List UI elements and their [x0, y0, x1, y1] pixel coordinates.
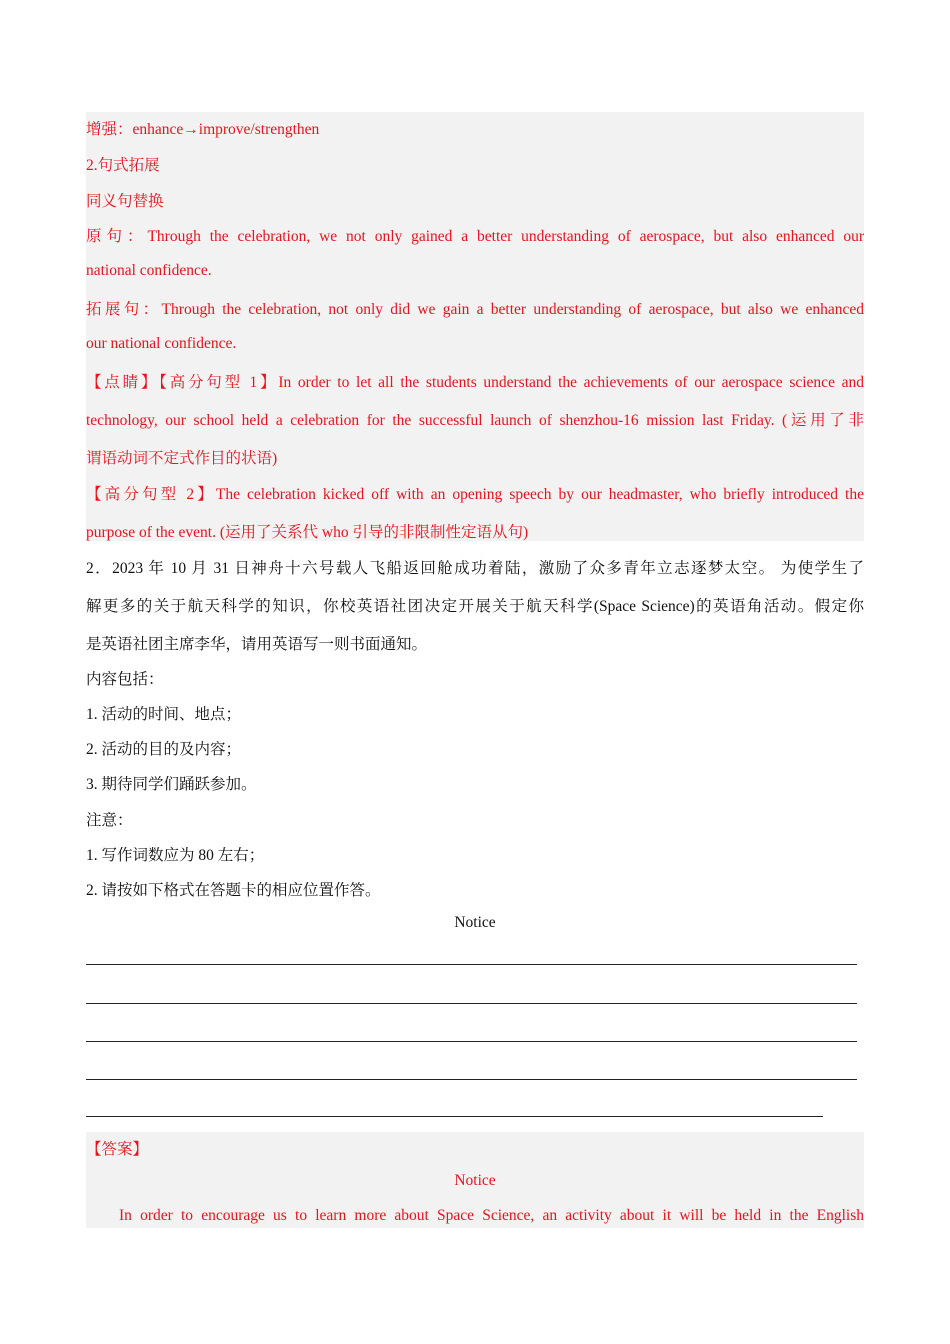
tip-pattern-2-line-2: purpose of the event. (运用了关系代 who 引导的非限制性定语从句) [86, 524, 529, 541]
expanded-sentence-line-2: our national confidence. [86, 335, 237, 352]
answer-notice-title: Notice [454, 1172, 496, 1189]
note-item: 1. 写作词数应为 80 左右； [86, 847, 265, 864]
answer-body-line-1: In order to encourage us to learn more about Space Science, an activity about it will be held in the English [119, 1207, 864, 1224]
answer-line [86, 1041, 857, 1042]
answer-line [86, 1079, 857, 1080]
note-label: 注意： [86, 812, 133, 829]
tip-pattern-1-line-2: technology, our school held a celebration for the successful launch of shenzhou-16 mission last Friday. (运用了非 [86, 412, 864, 429]
enhance-synonyms: 增强：enhance→improve/strengthen [86, 121, 320, 138]
tip-pattern-1-line-3: 谓语动词不定式作目的状语) [86, 450, 278, 467]
expanded-sentence-line-1: 拓展句：Through the celebration, not only did we gain a better understanding of aerospace, but also we enhanced [86, 301, 864, 318]
content-label: 内容包括： [86, 671, 164, 688]
note-item: 2. 请按如下格式在答题卡的相应位置作答。 [86, 882, 381, 899]
answer-line [86, 964, 857, 965]
content-item: 2. 活动的目的及内容； [86, 741, 242, 758]
original-sentence-line-2: national confidence. [86, 262, 212, 279]
answer-label: 【答案】 [86, 1141, 149, 1158]
answer-line [86, 1003, 857, 1004]
tip-pattern-1-line-1: 【点睛】【高分句型 1】In order to let all the students understand the achievements of our aerospace science and [86, 374, 864, 391]
question-line-2: 解更多的关于航天科学的知识，你校英语社团决定开展关于航天科学(Space Science)的英语角活动。假定你 [86, 598, 864, 615]
content-item: 1. 活动的时间、地点； [86, 706, 242, 723]
question-line-3: 是英语社团主席李华，请用英语写一则书面通知。 [86, 636, 428, 653]
answer-line [86, 1116, 823, 1117]
notice-title: Notice [454, 914, 496, 931]
tip-pattern-2-line-1: 【高分句型 2】The celebration kicked off with an opening speech by our headmaster, who briefly introduced the [86, 486, 864, 503]
question-line-1: 2．2023 年 10 月 31 日神舟十六号载人飞船返回舱成功着陆，激励了众多青年立志逐梦太空。 为使学生了 [86, 560, 864, 577]
sentence-expansion-heading: 2.句式拓展 [86, 157, 160, 174]
explanation-highlight-block [86, 112, 864, 541]
synonym-replacement-subheading: 同义句替换 [86, 193, 164, 210]
original-sentence-line-1: 原句：Through the celebration, we not only gained a better understanding of aerospace, but also enhanced our [86, 228, 864, 245]
content-item: 3. 期待同学们踊跃参加。 [86, 776, 257, 793]
